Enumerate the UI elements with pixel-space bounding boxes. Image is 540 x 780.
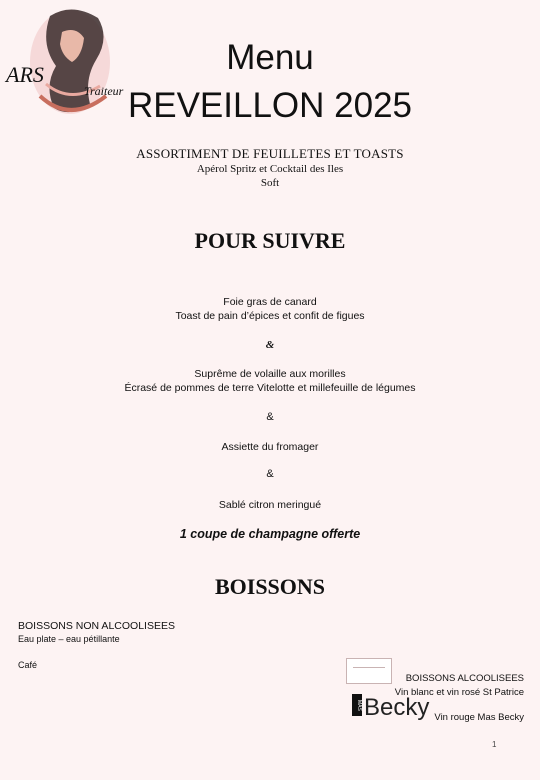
event-title: REVEILLON 2025 [127,86,413,125]
course-2-line-1: Suprême de volaille aux morilles [194,368,346,380]
separator-2: & [266,411,274,423]
section-title-pour-suivre: POUR SUIVRE [194,228,346,253]
course-1-line-2: Toast de pain d’épices et confit de figues [175,310,365,322]
course-4: Sablé citron meringué [218,499,322,511]
menu-title: Menu [226,38,314,77]
mas-label: MAS [352,694,362,716]
aperitif-line-2: Apérol Spritz et Cocktail des Iles [196,163,344,175]
alcoholic-line-2: Vin rouge Mas Becky [434,712,524,723]
aperitif-line-1: ASSORTIMENT DE FEUILLETES ET TOASTS [136,146,404,161]
winery-logo [346,658,392,684]
non-alcoholic-line-1: Eau plate – eau pétillante [18,634,120,644]
becky-label: Becky [364,694,430,721]
aperitif-line-3: Soft [260,177,280,189]
non-alcoholic-heading: BOISSONS NON ALCOOLISEES [18,620,175,632]
alcoholic-line-1: Vin blanc et vin rosé St Patrice [394,687,524,698]
course-2-line-2: Écrasé de pommes de terre Vitelotte et millefeuille de légumes [124,382,416,394]
separator-1: & [265,339,275,351]
alcoholic-heading: BOISSONS ALCOOLISEES [405,673,524,684]
course-1-line-1: Foie gras de canard [223,296,317,308]
page-number: 1 [492,740,497,749]
separator-3: & [266,468,274,480]
champagne-offer: 1 coupe de champagne offerte [179,527,361,541]
mas-becky-logo [352,694,429,720]
logo-traiteur-text: Traiteur [84,84,124,98]
course-3: Assiette du fromager [221,441,319,453]
logo-ars-text: ARS [6,62,44,87]
non-alcoholic-line-2: Café [18,660,38,670]
section-title-boissons: BOISSONS [214,574,326,599]
